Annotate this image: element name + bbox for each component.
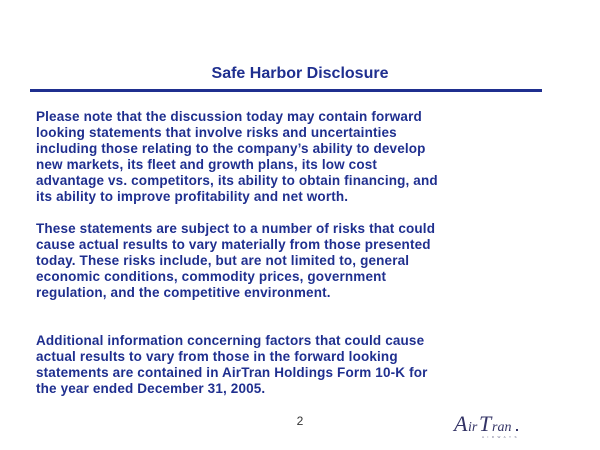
paragraph-line: regulation, and the competitive environment. <box>36 285 331 300</box>
svg-text:AIRWAYS: AIRWAYS <box>482 435 520 439</box>
paragraph-line: the year ended December 31, 2005. <box>36 381 266 396</box>
paragraph-line: new markets, its fleet and growth plans, its low cost <box>36 157 378 172</box>
paragraph-additional-info <box>36 333 546 397</box>
svg-text:ran: ran <box>492 420 512 435</box>
paragraph-line: Please note that the discussion today may contain forward <box>36 109 422 124</box>
paragraph-line: advantage vs. competitors, its ability to obtain financing, and <box>36 173 438 188</box>
svg-text:T: T <box>479 411 492 436</box>
title-underline <box>30 89 542 92</box>
paragraph-line: today. These risks include, but are not limited to, general <box>36 253 410 268</box>
slide-title: Safe Harbor Disclosure <box>211 65 389 82</box>
airtran-logo <box>452 410 542 440</box>
svg-text:A: A <box>454 411 468 436</box>
paragraph-line: These statements are subject to a number of risks that could <box>36 221 436 236</box>
paragraph-line: its ability to improve profitability and net worth. <box>36 189 349 204</box>
paragraph-line: including those relating to the company’s ability to develop <box>36 141 426 156</box>
paragraph-line: cause actual results to vary materially from those presented <box>36 237 431 252</box>
paragraph-line: Additional information concerning factors that could cause <box>36 333 425 348</box>
svg-text:ir: ir <box>468 420 478 435</box>
paragraph-line: looking statements that involve risks and uncertainties <box>36 125 397 140</box>
paragraph-risks <box>36 221 546 301</box>
paragraph-forward-looking <box>36 109 546 205</box>
paragraph-line: actual results to vary from those in the forward looking <box>36 349 398 364</box>
paragraph-line: statements are contained in AirTran Holdings Form 10-K for <box>36 365 428 380</box>
page-number: 2 <box>296 414 304 428</box>
paragraph-line: economic conditions, commodity prices, government <box>36 269 387 284</box>
